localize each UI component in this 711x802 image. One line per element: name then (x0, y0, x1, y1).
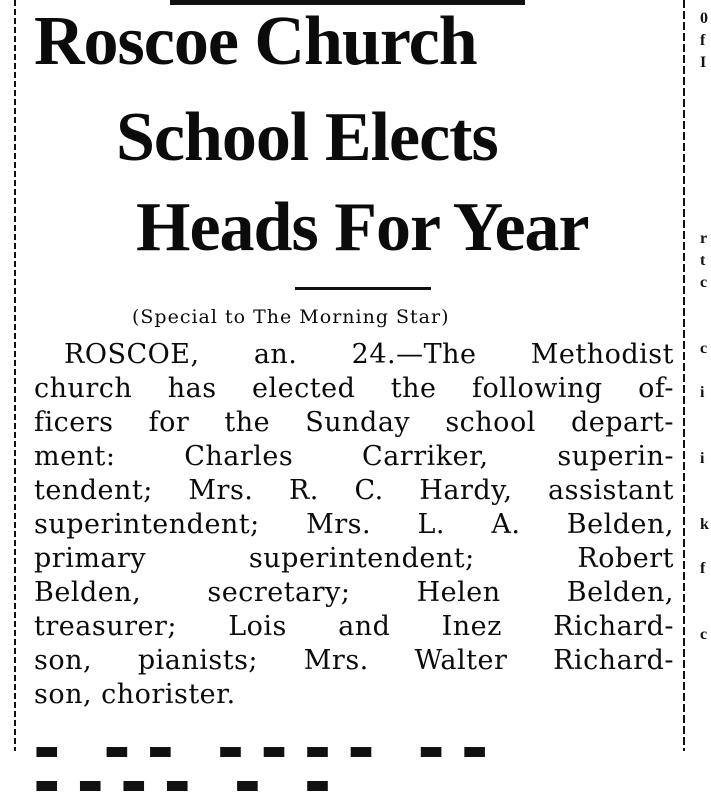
truncated-next-line: ▬ ▬▬ ▬▬▬▬ ▬▬ ▬▬▬▬ ▬ ▬ (34, 735, 506, 800)
headline-line-2: School Elects (116, 99, 498, 176)
body-line: church has elected the following of- (34, 373, 674, 404)
body-line: son, chorister. (34, 679, 236, 710)
headline-divider (295, 287, 431, 290)
headline-line-3: Heads For Year (136, 189, 589, 266)
body-line: superintendent; Mrs. L. A. Belden, (34, 509, 674, 540)
headline-line-1: Roscoe Church (34, 3, 477, 80)
body-line: ROSCOE, an. 24.—The Methodist (64, 339, 674, 370)
body-line: primary superintendent; Robert (34, 543, 674, 574)
dateline: (Special to The Morning Star) (132, 306, 450, 328)
body-line: ficers for the Sunday school depart- (34, 407, 674, 438)
body-line: Belden, secretary; Helen Belden, (34, 577, 674, 608)
adjacent-column-fragment: 0 f I r t c c i i k f c (700, 10, 709, 643)
column-rule-right (683, 0, 685, 751)
article-body (34, 338, 674, 712)
column-rule-left (14, 0, 16, 751)
body-line: tendent; Mrs. R. C. Hardy, assistant (34, 475, 674, 506)
body-line: ment: Charles Carriker, superin- (34, 441, 674, 472)
body-line: son, pianists; Mrs. Walter Richard- (34, 645, 674, 676)
body-line: treasurer; Lois and Inez Richard- (34, 611, 674, 642)
